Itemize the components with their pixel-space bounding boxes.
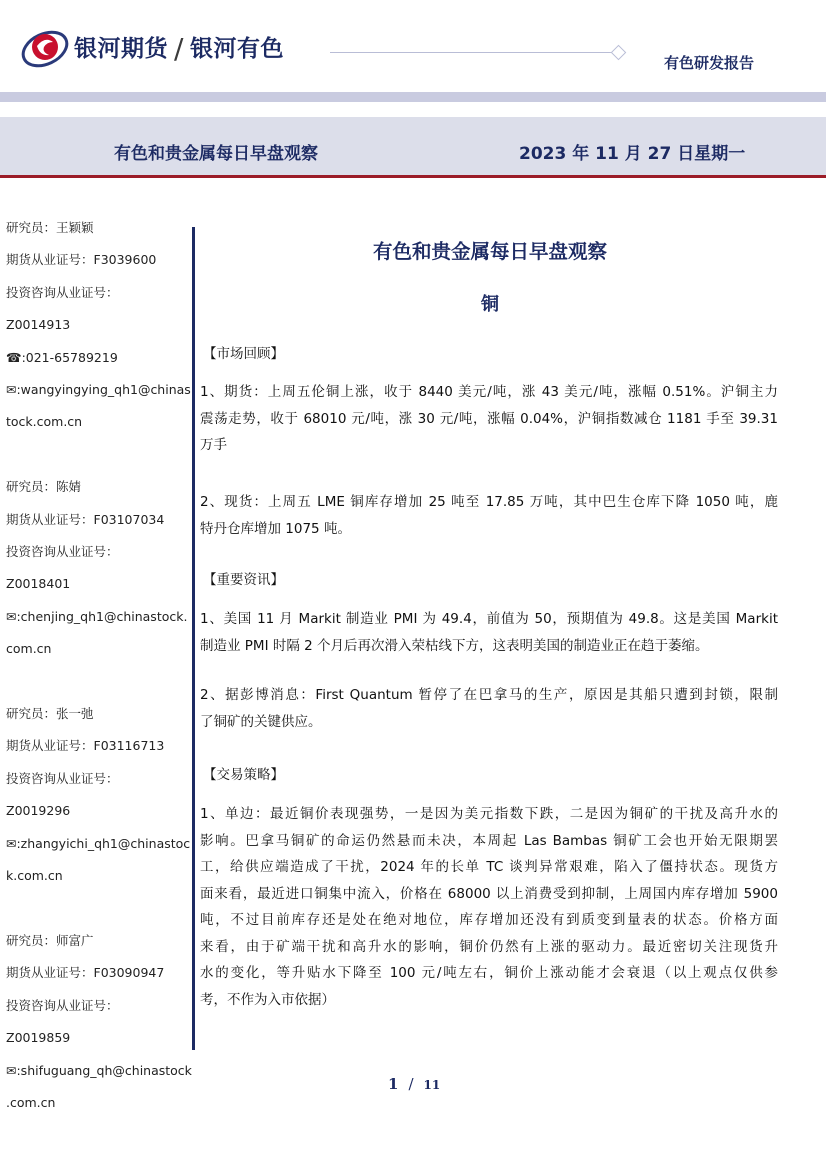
analyst-name: 研究员：王颖颖 — [6, 220, 94, 235]
email-address-cont[interactable]: k.com.cn — [6, 868, 63, 884]
section-market-review: 【市场回顾】 — [203, 346, 284, 362]
text-line: 震荡走势，收于 68010 元/吨，涨 30 元/吨，涨幅 0.04%，沪铜指数减仓 1181 手至 39.31 — [200, 410, 778, 427]
text-line: 影响。巴拿马铜矿的命运仍然悬而未决，本周起 Las Bambas 铜矿工会也开始无限期罢 — [200, 832, 778, 849]
text-line: 1、美国 11 月 Markit 制造业 PMI 为 49.4，前值为 50，预期值为 49.8。这是美国 Markit — [200, 611, 778, 627]
email-address-cont[interactable]: tock.com.cn — [6, 414, 83, 430]
email-address[interactable]: ✉:chenjing_qh1@chinastock. — [6, 608, 188, 624]
text-line: 考，不作为入市依据） — [200, 991, 335, 1008]
text-line: 工，给供应端造成了干扰，2024 年的长单 TC 谈判异常艰难，陷入了僵持状态。现货方 — [200, 859, 778, 875]
text-line: 万手 — [200, 437, 227, 453]
total-pages: 11 — [423, 1078, 441, 1092]
consulting-license-label: 投资咨询从业证号： — [6, 544, 119, 560]
email-address-cont[interactable]: com.cn — [6, 641, 52, 657]
report-type: 有色研发报告 — [663, 54, 754, 72]
brand-name: 银河期货 / 银河有色 — [74, 32, 284, 65]
page-separator: / — [408, 1075, 414, 1093]
header-band — [0, 92, 826, 102]
futures-license: 期货从业证号：F03090947 — [6, 965, 165, 981]
consulting-license-number: Z0018401 — [6, 576, 71, 592]
paragraph-futures — [200, 379, 778, 459]
current-page: 1 — [388, 1075, 399, 1093]
page-number — [388, 1075, 440, 1093]
commodity-heading: 铜 — [481, 294, 499, 315]
paragraph-bloomberg — [200, 682, 778, 735]
report-date: 2023 年 11 月 27 日星期一 — [519, 144, 746, 164]
analyst-block — [6, 698, 191, 892]
diamond-ornament-icon — [611, 45, 627, 61]
text-line: 吨，不过目前库存还是处在绝对地位，库存增加还没有到质变到量表的状态。价格方面 — [200, 912, 778, 928]
text-line: 特丹仓库增加 1075 吨。 — [200, 520, 351, 537]
paragraph-spot — [200, 489, 778, 542]
sidebar-divider — [192, 227, 195, 1050]
consulting-license-number: Z0019296 — [6, 803, 71, 819]
report-title: 有色和贵金属每日早盘观察 — [114, 144, 318, 164]
analyst-name: 研究员：师富广 — [6, 932, 94, 948]
text-line: 1、单边：最近铜价表现强势，一是因为美元指数下跌，二是因为铜矿的干扰及高升水的 — [200, 806, 778, 822]
futures-license: 期货从业证号：F03107034 — [6, 511, 165, 527]
text-line: 面来看，最近进口铜集中流入，价格在 68000 以上消费受到抑制，上周国内库存增加 5900 — [200, 885, 778, 902]
analyst-block — [6, 925, 192, 1119]
phone-number: ☎:021-65789219 — [6, 349, 118, 365]
futures-license: 期货从业证号：F3039600 — [6, 252, 157, 268]
text-line: 2、现货：上周五 LME 铜库存增加 25 吨至 17.85 万吨，其中巴生仓库下降 1050 吨，鹿 — [200, 494, 778, 510]
section-strategy: 【交易策略】 — [203, 767, 284, 783]
analyst-name: 研究员：张一弛 — [6, 706, 94, 722]
galaxy-logo-icon — [20, 22, 70, 72]
text-line: 了铜矿的关键供应。 — [200, 713, 322, 730]
section-news: 【重要资讯】 — [203, 572, 284, 588]
text-line: 1、期货：上周五伦铜上涨，收于 8440 美元/吨，涨 43 美元/吨，涨幅 0.51%。沪铜主力 — [200, 384, 778, 400]
text-line: 2、据彭博消息：First Quantum 暂停了在巴拿马的生产，原因是其船只遭到封锁，限制 — [200, 687, 778, 703]
futures-license: 期货从业证号：F03116713 — [6, 738, 165, 754]
brand-division: 银河有色 — [189, 36, 284, 62]
analyst-name: 研究员：陈婧 — [6, 479, 82, 495]
email-address[interactable]: ✉:shifuguang_qh@chinastock — [6, 1062, 192, 1078]
email-address[interactable]: ✉:wangyingying_qh1@chinas — [6, 382, 191, 398]
consulting-license-label: 投资咨询从业证号： — [6, 997, 119, 1013]
analyst-block — [6, 471, 186, 665]
email-address-cont[interactable]: .com.cn — [6, 1094, 56, 1110]
text-line: 制造业 PMI 时隔 2 个月后再次滑入荣枯线下方，这表明美国的制造业正在趋于萎缩。 — [200, 637, 709, 654]
text-line: 水的变化，等升贴水下降至 100 元/吨左右，铜价上涨动能才会衰退（以上观点仅供参 — [200, 965, 778, 981]
paragraph-pmi — [200, 606, 778, 659]
consulting-license-label: 投资咨询从业证号： — [6, 770, 119, 786]
document-title: 有色和贵金属每日早盘观察 — [372, 240, 607, 263]
paragraph-strategy — [200, 801, 778, 1013]
page-header — [0, 0, 826, 100]
analyst-sidebar — [6, 212, 192, 1119]
consulting-license-number: Z0014913 — [6, 317, 71, 333]
consulting-license-label: 投资咨询从业证号： — [6, 284, 119, 300]
analyst-block — [6, 212, 191, 439]
header-divider — [330, 52, 620, 53]
brand-company: 银河期货 — [74, 36, 168, 62]
consulting-license-number: Z0019859 — [6, 1030, 71, 1046]
email-address[interactable]: ✉:zhangyichi_qh1@chinastoc — [6, 835, 191, 851]
text-line: 来看，由于矿端干扰和高升水的影响，铜价仍然有上涨的驱动力。最近密切关注现货升 — [200, 938, 778, 955]
